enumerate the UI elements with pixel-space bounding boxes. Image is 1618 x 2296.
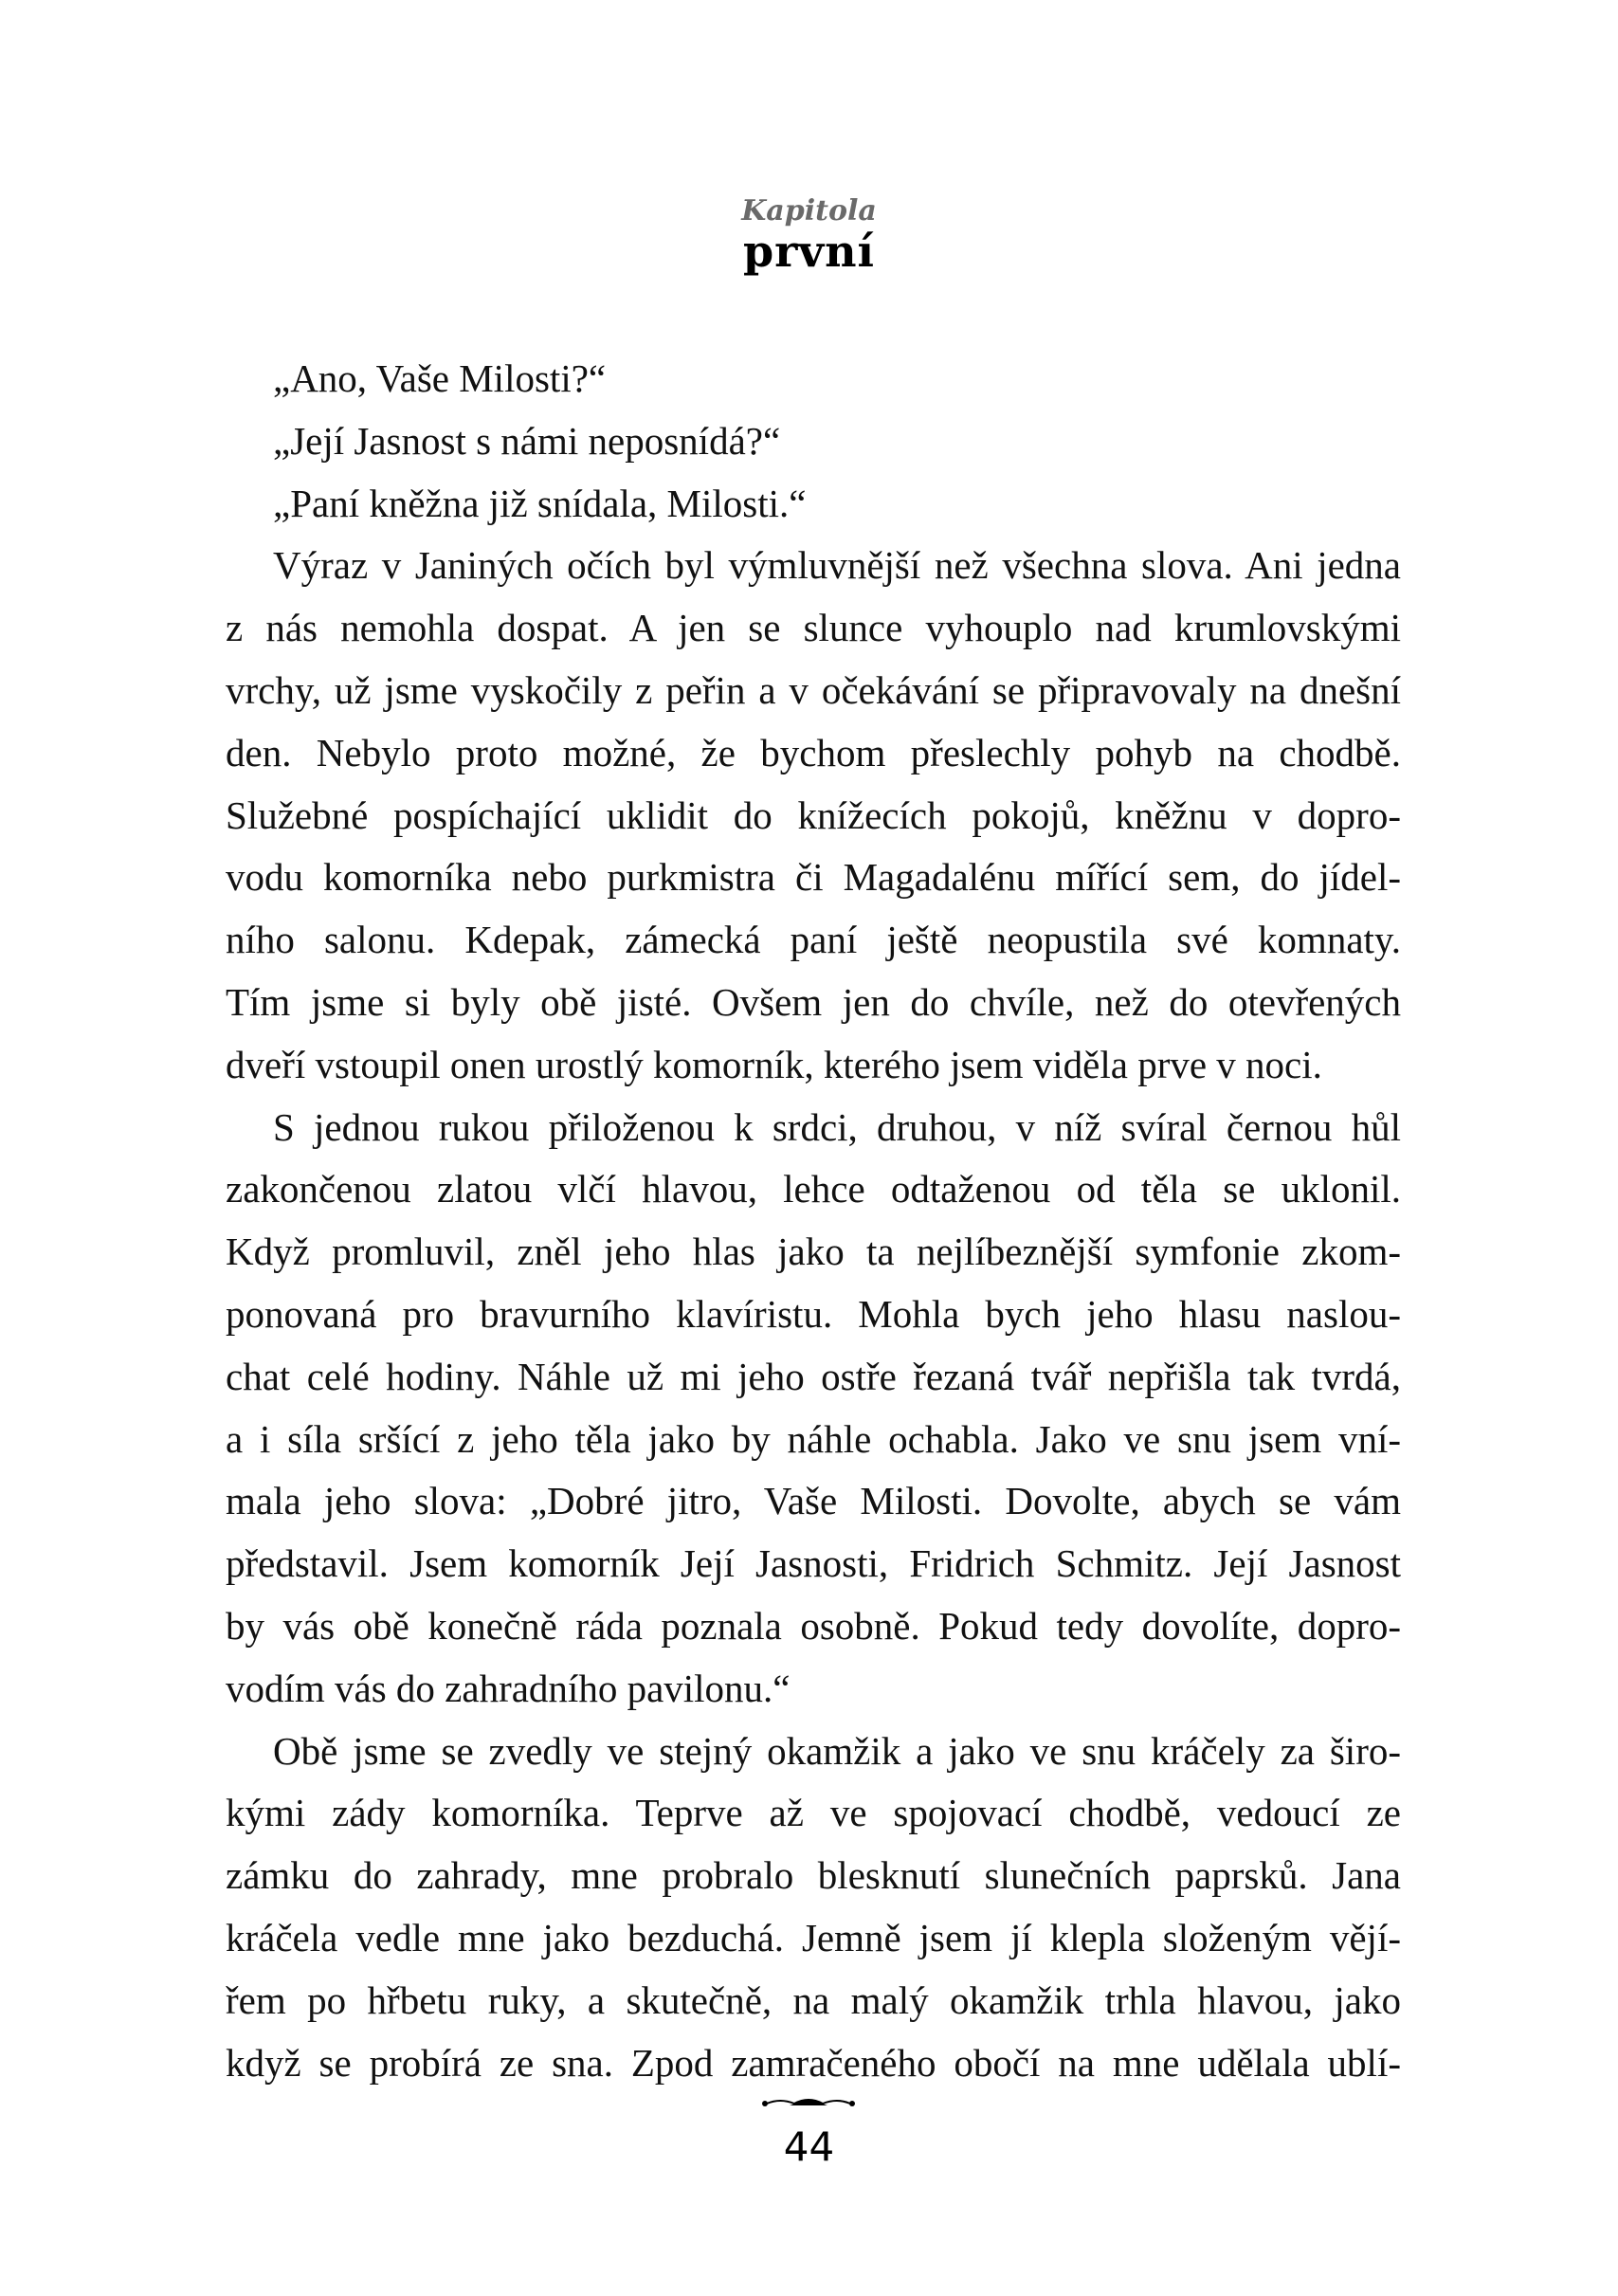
text-line: „Její Jasnost s námi neposnídá?“ (273, 418, 781, 463)
text-line: Služebné pospíchající uklidit do knížecích pokojů, kněžnu v dopro- (226, 793, 1401, 837)
ornament-divider-icon (761, 2094, 856, 2113)
text-line: vrchy, už jsme vyskočily z peřin a v očekávání se připravovaly na dnešní (226, 667, 1401, 712)
text-line: „Paní kněžna již snídala, Milosti.“ (273, 481, 807, 525)
text-line: z nás nemohla dospat. A jen se slunce vyhouplo nad krumlovskými (226, 606, 1401, 650)
text-line: mala jeho slova: „Dobré jitro, Vaše Milosti. Dovolte, abych se vám (226, 1479, 1401, 1523)
text-line: kými zády komorníka. Teprve až ve spojovací chodbě, vedoucí ze (226, 1791, 1401, 1835)
text-line: Tím jsme si byly obě jisté. Ovšem jen do chvíle, než do otevřených (226, 979, 1401, 1024)
text-line: představil. Jsem komorník Její Jasnosti, Fridrich Schmitz. Její Jasnost (226, 1541, 1401, 1586)
text-line: vodu komorníka nebo purkmistra či Magadalénu mířící sem, do jídel- (226, 855, 1401, 900)
text-line: chat celé hodiny. Náhle už mi jeho ostře řezaná tvář nepřišla tak tvrdá, (226, 1354, 1401, 1398)
text-line: ního salonu. Kdepak, zámecká paní ještě neopustila své komnaty. (226, 918, 1401, 962)
text-line: „Ano, Vaše Milosti?“ (273, 356, 607, 400)
text-line: S jednou rukou přiloženou k srdci, druhou, v níž svíral černou hůl (273, 1104, 1401, 1149)
body-text (226, 348, 1401, 2094)
text-line: dveří vstoupil onen urostlý komorník, kterého jsem viděla prve v noci. (226, 1042, 1322, 1086)
text-line: řem po hřbetu ruky, a skutečně, na malý okamžik trhla hlavou, jako (226, 1977, 1401, 2022)
text-line: den. Nebylo proto možné, že bychom přeslechly pohyb na chodbě. (226, 730, 1401, 774)
text-line: a i síla sršící z jeho těla jako by náhle ochabla. Jako ve snu jsem vní- (226, 1416, 1401, 1461)
text-line: ponovaná pro bravurního klavíristu. Mohla bych jeho hlasu naslou- (226, 1291, 1401, 1336)
page-number: 44 (783, 2123, 835, 2170)
text-line: Obě jsme se zvedly ve stejný okamžik a jako ve snu kráčely za širo- (273, 1728, 1401, 1773)
text-line: zámku do zahrady, mne probralo blesknutí slunečních paprsků. Jana (226, 1853, 1401, 1898)
chapter-kicker: Kapitola (741, 194, 877, 228)
text-line: vodím vás do zahradního pavilonu.“ (226, 1666, 791, 1710)
text-line: Když promluvil, zněl jeho hlas jako ta nejlíbeznější symfonie zkom- (226, 1230, 1401, 1274)
text-line: zakončenou zlatou vlčí hlavou, lehce odtaženou od těla se uklonil. (226, 1167, 1401, 1212)
text-line: když se probírá ze sna. Zpod zamračeného obočí na mne udělala ublí- (226, 2040, 1401, 2085)
chapter-title: první (742, 226, 876, 277)
text-line: kráčela vedle mne jako bezduchá. Jemně jsem jí klepla složeným vějí- (226, 1915, 1401, 1959)
text-line: by vás obě konečně ráda poznala osobně. Pokud tedy dovolíte, dopro- (226, 1603, 1401, 1648)
text-line: Výraz v Janiných očích byl výmluvnější než všechna slova. Ani jedna (273, 543, 1401, 588)
